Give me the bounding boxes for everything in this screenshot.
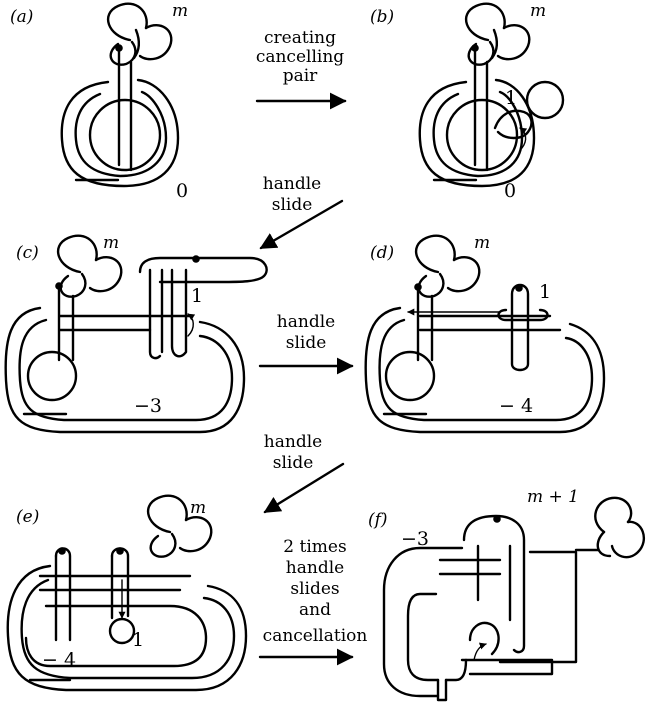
panel-d [366, 233, 604, 432]
panel-c-knot-label: m [103, 233, 120, 253]
panel-e-label: (e) [16, 507, 40, 527]
step-ab-line-2: cancelling [255, 47, 345, 67]
panel-b-label: (b) [370, 7, 395, 27]
panel-c-label: (c) [16, 243, 39, 263]
panel-d-label: (d) [370, 243, 395, 263]
panel-d-knot-label: m [474, 233, 491, 253]
panel-e-knot-label: m [190, 498, 207, 518]
panel-a-framing: 0 [176, 180, 189, 202]
step-ef-line-1: 2 times [283, 537, 347, 557]
panel-f-label: (f) [368, 510, 388, 530]
panel-d-framing: − 4 [499, 395, 534, 417]
panel-f [368, 487, 644, 700]
step-de-line-2: slide [272, 453, 314, 473]
panel-a [10, 1, 188, 202]
panel-b [370, 1, 563, 202]
step-ab [256, 28, 345, 101]
step-bc-line-1: handle [262, 174, 322, 194]
step-cd [260, 312, 352, 366]
panel-e [8, 496, 246, 690]
panel-b-knot-label: m [530, 1, 547, 21]
panel-e-cancel-framing: 1 [132, 629, 145, 651]
panel-a-knot-label: m [172, 1, 189, 21]
panel-a-knot-diagram [62, 4, 178, 186]
panel-f-knot-label: m + 1 [527, 487, 579, 507]
panel-d-cancel-framing: 1 [539, 281, 552, 303]
panel-a-label: (a) [10, 7, 34, 27]
panel-b-framing: 0 [504, 180, 517, 202]
step-ab-line-1: creating [264, 28, 336, 48]
step-de [264, 432, 343, 512]
panel-c-cancel-framing: 1 [191, 285, 204, 307]
panel-b-knot-diagram [420, 4, 563, 186]
step-ef-line-4: and [299, 600, 331, 620]
step-bc [261, 174, 342, 248]
panel-c [6, 233, 267, 432]
panel-c-framing: −3 [134, 395, 163, 417]
step-ef-line-2: handle [285, 558, 345, 578]
panel-b-cancel-framing: 1 [505, 87, 518, 109]
step-de-line-1: handle [263, 432, 323, 452]
step-ef-line-5: cancellation [262, 626, 368, 646]
step-bc-line-2: slide [271, 195, 313, 215]
panel-e-framing: − 4 [42, 649, 77, 671]
step-cd-line-1: handle [276, 312, 336, 332]
step-ab-line-3: pair [282, 66, 318, 86]
step-cd-line-2: slide [285, 333, 327, 353]
panel-d-knot-diagram [366, 236, 604, 432]
step-ef-line-3: slides [290, 579, 340, 599]
panel-f-framing: −3 [401, 528, 430, 550]
step-ef [260, 537, 367, 657]
